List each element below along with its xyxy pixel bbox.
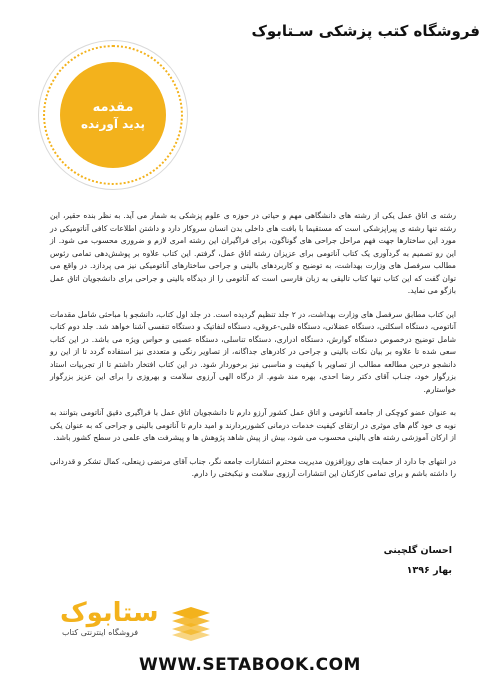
author-name: احسان گلچینی (383, 545, 452, 556)
paragraph: در انتهای جا دارد از حمایت های روزافزون مدیریت محترم انتشارات جامعه نگر، جناب آقای مرتضی زینعلی، کمال تشکر و قدردانی را داشته باشم و برای تمامی کارکنان این انتشارات آرزوی سلامت و نیکبختی را دارم. (50, 456, 456, 478)
badge-title: مقدمه (92, 99, 134, 115)
book-stack-icon (168, 605, 214, 643)
brand-name: ستابوک (60, 598, 159, 628)
section-badge (38, 40, 188, 190)
preface-body (50, 210, 456, 492)
brand-logo (60, 598, 260, 640)
badge-disc (60, 62, 166, 168)
paragraph: رشته ی اتاق عمل یکی از رشته های دانشگاهی مهم و حیاتی در حوزه ی علوم پزشکی به شمار می آید. به نظر بنده حقیر، این رشته تنها رشته ی پیراپزشکی است که مستقیما با بافت های داخلی بدن انسان سروکار دارد و داشتن اطلاعات کافی آناتومیکی در مورد این ساختارها جهت فهم مراحل جراحی های گوناگون، برای فراگیران این رشته امری لازم و ضروری محسوب می شود. از این رو تصمیم به گردآوری یک کتاب آناتومی برای عزیزان رشته اتاق عمل، گرفتم. این کتاب علاوه بر پوشش‌دهی تمامی رئوس مطالب سرفصل های وزارت بهداشت، به توضیح و کاربردهای بالینی و جراحی ساختارهای آناتومیکی نیز می پردازد. در واقع می توان گفت که این کتاب تنها کتاب تالیفی به زبان فارسی است که آناتومی را از دیدگاه بالینی و جراحی برای دانشجویان اتاق عمل بازگو می نماید. (50, 211, 456, 295)
publication-date: بهار ۱۳۹۶ (406, 565, 452, 576)
badge-subtitle: پدید آورنده (80, 116, 146, 131)
paragraph: به عنوان عضو کوچکی از جامعه آناتومی و اتاق عمل کشور آرزو دارم تا دانشجویان اتاق عمل با فراگیری دقیق آناتومی بتوانند به نوبه ی خود گام های موثری در ارتقای کیفیت خدمات درمانی کشوربردارند و امید دارم تا آناتومی بالینی و جراحی که به عنوان یکی از ارکان آموزشی رشته های بالینی محسوب می شود، بیش از پیش شاهد پژوهش ها و پیشرفت های علمی در سطح کشور باشد. (50, 408, 456, 442)
website-url[interactable]: WWW.SETABOOK.COM (139, 655, 361, 675)
paragraph: این کتاب مطابق سرفصل های وزارت بهداشت، در ۲ جلد تنظیم گردیده است. در جلد اول کتاب، دانشجو با مباحثی شامل مقدمات آناتومی، دستگاه اسکلتی، دستگاه عضلانی، دستگاه قلبی-عروقی، دستگاه لنفاتیک و دستگاه تنفسی آشنا خواهد شد. جلد دوم کتاب شامل توضیح درخصوص دستگاه گوارش، دستگاه ادراری، دستگاه تناسلی، دستگاه عصبی و حواس ویژه می باشد. در این کتاب سعی شده تا علاوه بر بیان نکات بالینی و جراحی در کادرهای جداگانه، از تصاویر رنگی و متعددی نیز استفاده گردد تا از این رو دانشجو درحین مطالعه مطالب از تصاویر با کیفیت و مناسبی نیز برخوردار شود. در این کتاب افتخار داشتم تا از تجربیات استاد بزرگوار خود، جنـاب آقای دکتر رضا احدی، بهره مند شوم. از درگاه الهی آرزوی سلامت و بهروزی را برای این عزیز بزرگوار خواستارم. (50, 309, 456, 394)
author-signature (384, 545, 452, 576)
brand-subtitle: فروشگاه اینترنتی کتاب (62, 628, 139, 637)
page-title: فروشگاه کتب پزشکی سـتابوک (251, 22, 480, 40)
